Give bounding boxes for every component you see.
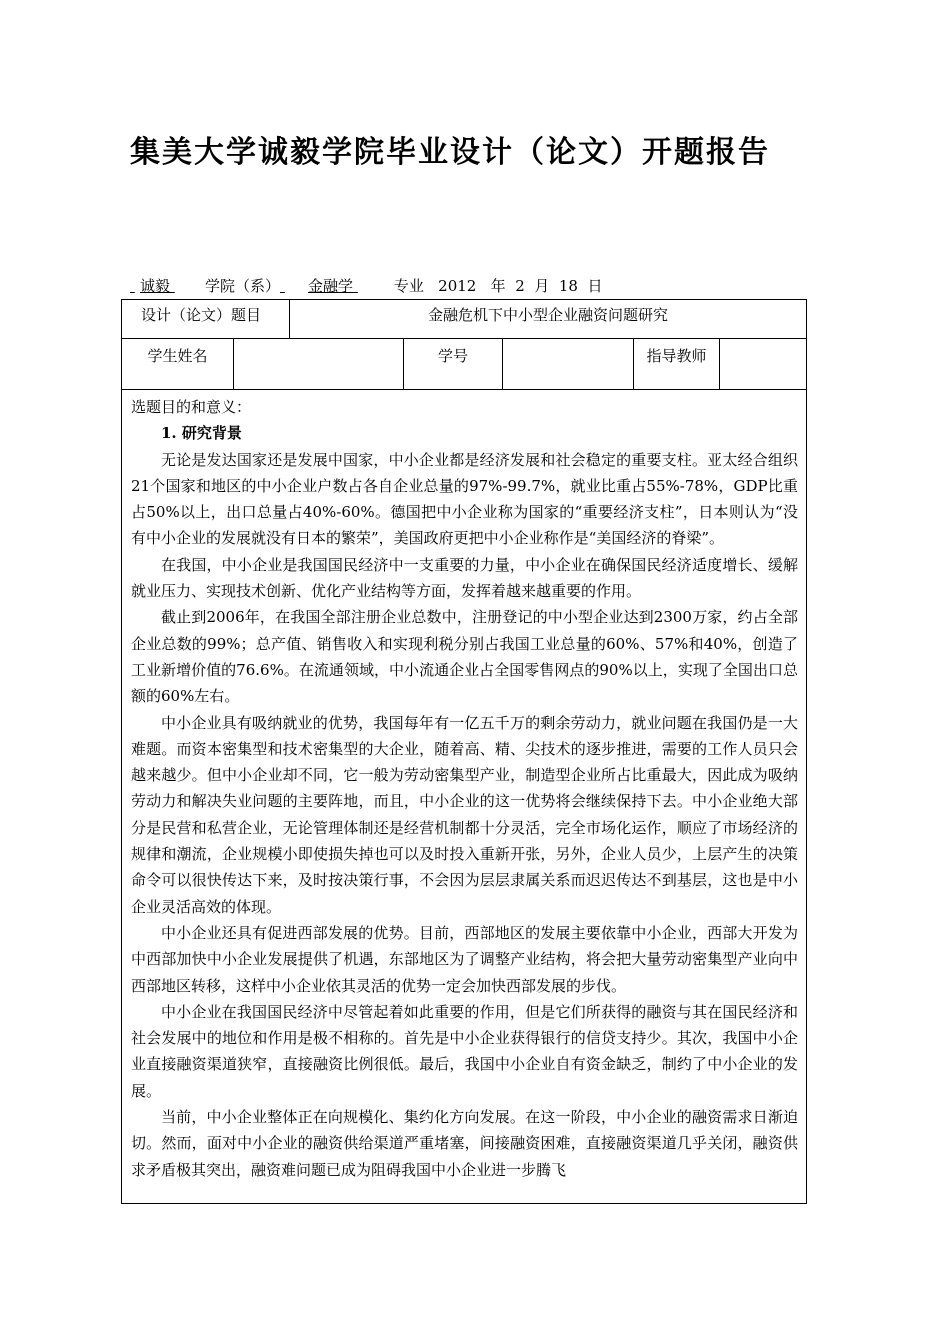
body-paragraph: 当前，中小企业整体正在向规模化、集约化方向发展。在这一阶段，中小企业的融资需求日渐迫切。然而，面对中小企业的融资供给渠道严重堵塞，间接融资困难，直接融资渠道几乎关闭，融资供求矛盾极其突出，融资难问题已成为阻碍我国中小企业进一步腾飞 xyxy=(131,1108,799,1179)
body-paragraph: 中小企业在我国国民经济中尽管起着如此重要的作用，但是它们所获得的融资与其在国民经济和社会发展中的地位和作用是极不相称的。首先是中小企业获得银行的信贷支持少。其次，我国中小企业直接融资渠道狭窄，直接融资比例很低。最后，我国中小企业自有资金缺乏，制约了中小企业的发展。 xyxy=(131,1002,799,1100)
date-day-label: 日 xyxy=(587,277,603,295)
body-paragraph: 中小企业具有吸纳就业的优势，我国每年有一亿五千万的剩余劳动力，就业问题在我国仍是一大难题。而资本密集型和技术密集型的大企业，随着高、精、尖技术的逐步推进，需要的工作人员只会越来越少。但中小企业却不同，它一般为劳动密集型产业，制造型企业所占比重最大，因此成为吸纳劳动力和解决失业问题的主要阵地，而且，中小企业的这一优势将会继续保持下去。中小企业绝大部分是民营和私营企业，无论管理体制还是经营机制都十分灵活，完全市场化运作，顺应了市场经济的规律和潮流，企业规模小即使损失掉也可以及时投入重新开张，另外，企业人员少，上层产生的决策命令可以很快传达下来，及时按决策行事，不会因为层层隶属关系而迟迟传达不到基层，这也是中小企业灵活高效的体现。 xyxy=(131,713,799,916)
date-year-label: 年 xyxy=(490,277,506,295)
college-label: 学院（系） xyxy=(205,277,281,295)
advisor-value xyxy=(720,339,807,390)
body-paragraph: 截止到2006年，在我国全部注册企业总数中，注册登记的中小型企业达到2300万家，约占全部企业总数的99%；总产值、销售收入和实现利税分别占我国工业总量的60%、57%和40%，创造了工业新增价值的76.6%。在流通领域，中小流通企业占全国零售网点的90%以上，实现了全国出口总额的60%左右。 xyxy=(131,608,799,706)
student-info-row xyxy=(122,339,807,390)
student-id-label: 学号 xyxy=(404,339,503,390)
body-paragraph: 在我国，中小企业是我国国民经济中一支重要的力量，中小企业在确保国民经济适度增长、缓解就业压力、实现技术创新、优化产业结构等方面，发挥着越来越重要的作用。 xyxy=(131,555,799,601)
date-month: 2 xyxy=(515,277,525,295)
topic-value: 金融危机下中小型企业融资问题研究 xyxy=(290,300,807,339)
student-name-label: 学生姓名 xyxy=(122,339,234,390)
student-name-value xyxy=(234,339,404,390)
section-intro: 选题目的和意义： xyxy=(131,398,252,416)
date-year: 2012 xyxy=(438,277,477,295)
date-month-label: 月 xyxy=(534,277,550,295)
topic-label: 设计（论文）题目 xyxy=(122,300,290,339)
content-row xyxy=(122,390,807,1204)
date-day: 18 xyxy=(558,277,578,295)
major-label: 专业 xyxy=(393,277,424,295)
advisor-label: 指导教师 xyxy=(634,339,720,390)
report-meta-line xyxy=(130,276,603,296)
major-name: 金融学 xyxy=(308,277,354,295)
proposal-form-table xyxy=(121,299,807,1204)
body-paragraph: 中小企业还具有促进西部发展的优势。目前，西部地区的发展主要依靠中小企业，西部大开发为中西部加快中小企业发展提供了机遇，东部地区为了调整产业结构，将会把大量劳动密集型产业向中西部地区转移，这样中小企业依其灵活的优势一定会加快西部发展的步伐。 xyxy=(131,923,799,995)
content-cell xyxy=(122,390,807,1204)
school-name: 诚毅 xyxy=(140,277,171,295)
section-heading: 1. 研究背景 xyxy=(161,424,242,443)
student-id-value xyxy=(503,339,634,390)
topic-row xyxy=(122,300,807,339)
page-title: 集美大学诚毅学院毕业设计（论文）开题报告 xyxy=(130,135,770,170)
body-paragraph: 无论是发达国家还是发展中国家，中小企业都是经济发展和社会稳定的重要支柱。亚太经合组织21个国家和地区的中小企业户数占各自企业总量的97%-99.7%，就业比重占55%-78%，GDP比重占50%以上，出口总量占40%-60%。德国把中小企业称为国家的“重要经济支柱”，日本则认为“没有中小企业的发展就没有日本的繁荣”，美国政府更把中小企业称作是“美国经济的脊梁”。 xyxy=(131,450,799,548)
